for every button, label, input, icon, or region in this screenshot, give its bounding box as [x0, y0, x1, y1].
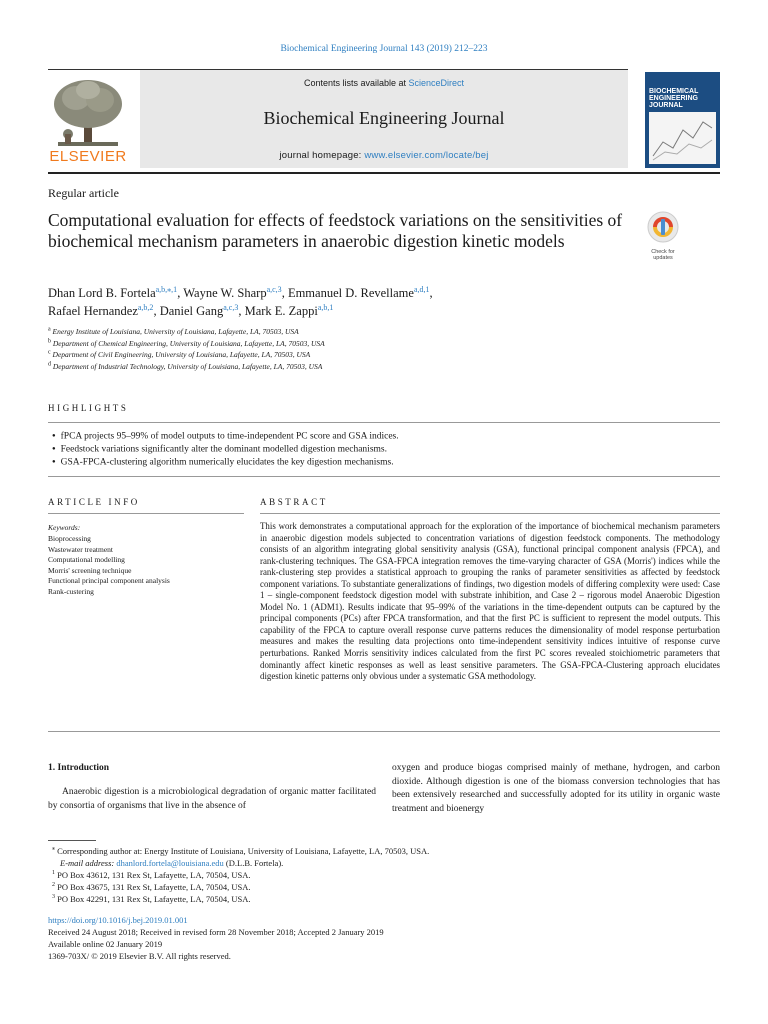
cover-title: BIOCHEMICAL ENGINEERING JOURNAL — [649, 88, 699, 109]
homepage-line — [140, 150, 628, 161]
affiliation-key: b — [48, 338, 51, 344]
affiliation-item — [48, 338, 325, 350]
highlight-item: ● Feedstock variations significantly alter the dominant modelled digestion mechanisms. — [52, 443, 722, 456]
article-info-rule — [48, 513, 244, 514]
article-type: Regular article — [48, 186, 119, 200]
highlights-rule-top — [48, 422, 720, 423]
email-line — [52, 857, 429, 869]
author-separator: , — [153, 304, 160, 318]
homepage-prefix: journal homepage: — [279, 150, 365, 161]
available-online: Available online 02 January 2019 — [48, 939, 163, 949]
affiliation-item — [48, 326, 325, 338]
keyword-item: Morris' screening technique — [48, 565, 132, 575]
header-rule-bottom — [48, 172, 720, 174]
footnote-text: PO Box 42291, 131 Rex St, Lafayette, LA, 70504, USA. — [57, 894, 251, 904]
footnote-key: 3 — [52, 894, 55, 901]
affiliation-key: a — [48, 326, 51, 333]
author-name[interactable]: Mark E. Zappi — [244, 304, 318, 318]
footnote-text: PO Box 43612, 131 Rex St, Lafayette, LA, 70504, USA. — [57, 870, 251, 880]
footnote-rule — [48, 840, 96, 841]
footnote-item — [52, 869, 429, 881]
affiliation-key: c — [48, 349, 51, 356]
footnote-key: 2 — [52, 882, 55, 889]
abstract-rule-bottom — [48, 731, 720, 732]
journal-cover-image[interactable] — [645, 72, 720, 168]
check-for-updates-icon — [643, 210, 683, 244]
email-suffix: (D.L.B. Fortela). — [223, 858, 284, 868]
author-affil-marks[interactable]: a,b,2 — [137, 302, 154, 312]
badge-line-1: Check for — [651, 249, 675, 255]
highlights-rule-bottom — [48, 476, 720, 477]
affiliation-text: Department of Industrial Technology, University of Louisiana, Lafayette, LA, 70503, USA — [52, 361, 323, 371]
author-name[interactable]: Emmanuel D. Revellame — [287, 286, 414, 300]
highlights-list — [52, 430, 722, 469]
keyword-item: Functional principal component analysis — [48, 576, 170, 585]
author-affil-marks[interactable]: a,d,1 — [413, 284, 430, 294]
contents-line — [140, 78, 628, 88]
abstract-rule — [260, 513, 720, 514]
received-dates: Received 24 August 2018; Received in revised form 28 November 2018; Accepted 2 January 2019 — [48, 927, 384, 937]
author-name[interactable]: Dhan Lord B. Fortela — [48, 286, 156, 300]
journal-citation[interactable]: Biochemical Engineering Journal 143 (2019) 212–223 — [280, 44, 488, 54]
author-affil-marks[interactable]: a,b,⁎,1 — [155, 284, 178, 294]
email-link[interactable]: dhanlord.fortela@louisiana.edu — [116, 858, 224, 868]
footnotes — [52, 845, 429, 905]
author-affil-marks[interactable]: a,c,3 — [266, 284, 282, 294]
author-name[interactable]: Wayne W. Sharp — [183, 286, 267, 300]
check-for-updates-badge[interactable] — [643, 210, 683, 260]
keyword-item: Rank-custering — [48, 586, 94, 596]
footnote-text: PO Box 43675, 131 Rex St, Lafayette, LA, 70504, USA. — [57, 882, 251, 892]
affiliation-item — [48, 361, 325, 373]
homepage-link[interactable]: www.elsevier.com/locate/bej — [364, 150, 489, 161]
corresponding-text: Corresponding author at: Energy Institute of Louisiana, University of Louisiana, Lafayette, LA, 70503, USA. — [57, 846, 430, 856]
keyword-item: Computational modelling — [48, 555, 125, 564]
elsevier-wordmark: ELSEVIER — [49, 148, 127, 165]
author-name[interactable]: Rafael Hernandez — [48, 304, 138, 318]
introduction-heading: 1. Introduction — [48, 763, 110, 773]
sciencedirect-link[interactable]: ScienceDirect — [408, 78, 465, 88]
keyword-item: Bioprocessing — [48, 534, 91, 543]
article-info-heading: ARTICLE INFO — [48, 497, 140, 507]
email-label: E-mail address: — [60, 858, 115, 868]
affiliation-item — [48, 349, 325, 361]
highlight-item: ● fPCA projects 95–99% of model outputs to time-independent PC score and GSA indices. — [52, 430, 722, 443]
affiliation-text: Department of Chemical Engineering, University of Louisiana, Lafayette, LA, 70503, USA — [52, 338, 325, 348]
author-separator: , — [238, 304, 245, 318]
highlight-item: ● GSA-FPCA-clustering algorithm numerically elucidates the key digestion mechanisms. — [52, 456, 722, 469]
highlights-heading: HIGHLIGHTS — [48, 403, 129, 413]
introduction-right-column: oxygen and produce biogas comprised mainly of methane, hydrogen, and carbon dioxide. Although digestion is one of the biomass conversion technologies that has been extensively researched and successfully adopted for its utility in organic waste treatment and bioenergy — [392, 763, 720, 814]
author-separator: , — [177, 286, 184, 300]
cover-graphic — [649, 112, 716, 164]
doi-link[interactable]: https://doi.org/10.1016/j.bej.2019.01.001 — [48, 915, 188, 925]
abstract-text: This work demonstrates a computational approach for the exploration of the importance of biochemical mechanism parameters in anaerobic digestion models subjected to concentration variations of digestion feedstock components. The methodology consists of an algorithm integrating global sensitivity analysis (GSA), functional principal component analysis (FPCA), and rank-clustering techniques. The GSA-FPCA integration removes the time-varying character of GSA (Morris') indices while the rank-clustering step provides a statistical approach to grouping the ranks of parameter sensitivities as affected by feedstock component variations. To substantiate generalizations of findings, two digestion models of differing complexity were used: Case 1 – single-component feedstock digestion model with substrate inhibition, and Case 2 – rigorous model Anaerobic Digestion Model No. 1 (ADM1). Results indicate that 95–99% of the variations in the time-dependent outputs can be captured by the principal components (PCs) after FPCA transformation, and that the first PC is sufficient to represent the model outputs. This capability of the FPCA to capture overall response curve patterns reduces the dimensionality of model response perturbation measures and makes the resulting data projections onto time-independent sensitivity indices intuitive of response curve perturbations. Ranked Morris sensitivity indices calculated from the first PC scores revealed stoichiometric parameters that dominantly affect kinetic responses as well as least sensitive parameters. The GSA-FPCA-Clustering approach elucidates digestion kinetic patterns only obvious under a systematic GSA methodology. — [260, 521, 720, 682]
affiliation-key: d — [48, 361, 51, 367]
abstract-heading: ABSTRACT — [260, 497, 328, 507]
author-affil-marks[interactable]: a,c,3 — [223, 302, 239, 312]
keyword-item: Wastewater treatment — [48, 544, 113, 554]
article-title: Computational evaluation for effects of feedstock variations on the sensitivities of biochemical mechanism parameters in anaerobic digestion kinetic models — [48, 210, 623, 251]
footnote-item — [52, 893, 429, 905]
badge-line-2: updates — [653, 255, 673, 261]
contents-prefix: Contents lists available at — [303, 78, 409, 88]
affiliation-text: Department of Civil Engineering, University of Louisiana, Lafayette, LA, 70503, USA — [52, 350, 311, 359]
keywords-label: Keywords: — [48, 523, 81, 532]
author-separator: , — [281, 286, 288, 300]
author-name[interactable]: Daniel Gang — [159, 304, 224, 318]
journal-name: Biochemical Engineering Journal — [263, 108, 505, 128]
author-separator: , — [429, 286, 433, 300]
footnote-key: 1 — [52, 870, 55, 877]
keywords-list — [48, 534, 170, 597]
corresponding-author-note: ⁎ Corresponding author at: Energy Institute of Louisiana, University of Louisiana, Lafayette, LA, 70503, USA. — [52, 846, 430, 856]
introduction-left-column: Anaerobic digestion is a microbiological degradation of organic matter facilitated by consortia of organisms that live in the absence of — [48, 787, 376, 811]
copyright: 1369-703X/ © 2019 Elsevier B.V. All rights reserved. — [48, 951, 231, 961]
publication-info — [48, 914, 384, 962]
footnote-item — [52, 881, 429, 893]
affiliation-list — [48, 326, 325, 372]
affiliation-text: Energy Institute of Louisiana, University of Louisiana, Lafayette, LA, 70503, USA — [52, 327, 299, 336]
author-list — [48, 284, 648, 320]
author-affil-marks[interactable]: a,b,1 — [317, 302, 334, 312]
